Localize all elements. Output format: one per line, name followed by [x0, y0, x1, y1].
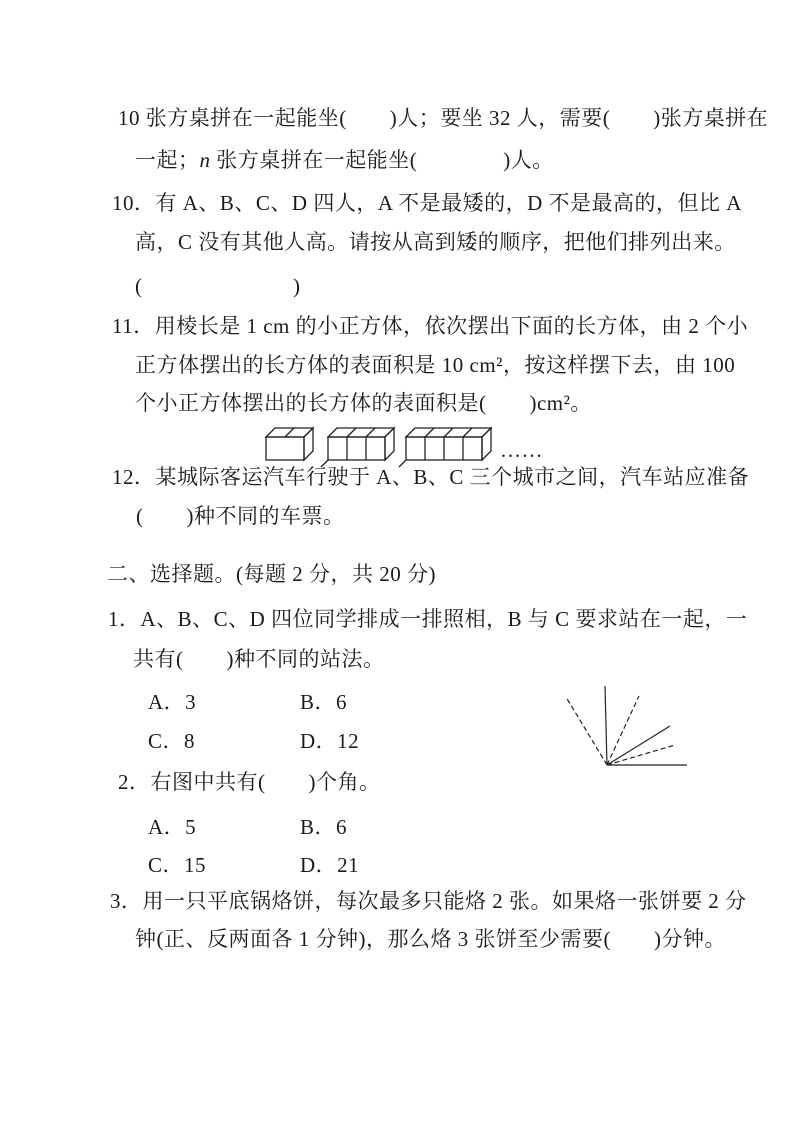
cuboid-4-cubes — [399, 428, 491, 467]
choice-q3-line-1: 3．用一只平底锅烙饼，每次最多只能烙 2 张。如果烙一张饼要 2 分 — [110, 889, 747, 913]
choice-q1-option-c: C．8 — [148, 729, 196, 753]
section-2-heading: 二、选择题。(每题 2 分，共 20 分) — [107, 562, 436, 586]
cuboid-3-cubes — [321, 428, 394, 467]
question-10-line-1: 10．有 A、B、C、D 四人，A 不是最矮的，D 不是最高的，但比 A — [112, 191, 742, 215]
choice-q3-line-2: 钟(正、反两面各 1 分钟)，那么烙 3 张饼至少需要( )分钟。 — [135, 927, 726, 951]
choice-q1-option-a: A．3 — [148, 690, 197, 714]
question-12-line-2: ( )种不同的车票。 — [136, 504, 345, 528]
question-10-line-2: 高，C 没有其他人高。请按从高到矮的顺序，把他们排列出来。 — [135, 230, 736, 254]
question-11-line-3: 个小正方体摆出的长方体的表面积是( )cm²。 — [135, 391, 592, 415]
question-12-line-1: 12．某城际客运汽车行驶于 A、B、C 三个城市之间，汽车站应准备 — [112, 465, 750, 489]
choice-q2-option-c: C．15 — [148, 853, 207, 877]
choice-q1-line-1: 1．A、B、C、D 四位同学排成一排照相，B 与 C 要求站在一起，一 — [108, 607, 748, 631]
question-11-line-1: 11．用棱长是 1 cm 的小正方体，依次摆出下面的长方体，由 2 个小 — [112, 314, 749, 338]
question-9-line-1: 10 张方桌拼在一起能坐( )人；要坐 32 人，需要( )张方桌拼在 — [118, 106, 769, 130]
choice-q1-option-d: D．12 — [300, 729, 360, 753]
question-11-line-2: 正方体摆出的长方体的表面积是 10 cm²，按这样摆下去，由 100 — [135, 353, 736, 377]
angle-rays-figure — [550, 678, 700, 773]
choice-q2-option-b: B．6 — [300, 815, 348, 839]
question-10-answer-blank: ( ) — [135, 274, 301, 298]
cuboid-2-cubes — [266, 428, 313, 460]
choice-q1-option-b: B．6 — [300, 690, 348, 714]
variable-n: n — [199, 148, 211, 172]
figure-ellipsis: …… — [500, 438, 543, 462]
question-9-line-2-pre: 一起； — [135, 148, 200, 172]
choice-q2-option-a: A．5 — [148, 815, 197, 839]
cuboid-sequence-figure — [258, 426, 508, 470]
choice-q2-option-d: D．21 — [300, 853, 360, 877]
question-9-line-2 — [135, 148, 554, 172]
choice-q1-line-2: 共有( )种不同的站法。 — [133, 647, 385, 671]
question-9-line-2-post: 张方桌拼在一起能坐( )人。 — [210, 148, 554, 172]
choice-q2-line-1: 2．右图中共有( )个角。 — [118, 770, 381, 794]
